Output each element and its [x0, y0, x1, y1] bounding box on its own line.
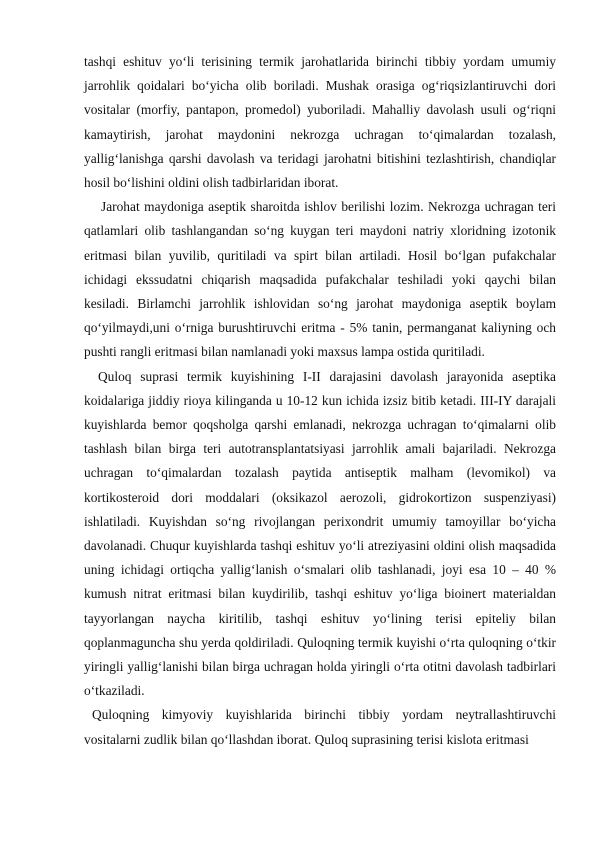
paragraph-1: tashqi eshituv yo‘li terisining termik jarohatlarida birinchi tibbiy yordam umumiy jarrohlik qoidalari bo‘yicha olib boriladi. Mushak orasiga og‘riqsizlantiruvchi dori vositalar (morfiy, pantapon, promedol) yuboriladi. Mahalliy davolash usuli og‘riqni kamaytirish, jarohat maydonini nekrozga uchragan to‘qimalardan tozalash, yallig‘lanishga qarshi davolash va teridagi jarohatni bitishini tezlashtirish, chandiqlar hosil bo‘lishini oldini olish tadbirlaridan iborat. [84, 54, 556, 191]
document-page [84, 50, 556, 752]
paragraph-4: Quloqning kimyoviy kuyishlarida birinchi tibbiy yordam neytrallashtiruvchi vositalarni zudlik bilan qo‘llashdan iborat. Quloq suprasining terisi kislota eritmasi [84, 707, 556, 747]
paragraph-3: Quloq suprasi termik kuyishining I-II darajasini davolash jarayonida aseptika koidalariga jiddiy rioya kilinganda u 10-12 kun ichida izsiz bitib ketadi. III-IY darajali kuyishlarda bemor qoqsholga qarshi emlanadi, nekrozga uchragan to‘qimalarni olib tashlash bilan birga teri autotransplantatsiyasi jarrohlik amali bajariladi. Nekrozga uchragan to‘qimalardan tozalash paytida antiseptik malham (levomikol) va kortikosteroid dori moddalari (oksikazol aerozoli, gidrokortizon suspenziyasi) ishlatiladi. Kuyishdan so‘ng rivojlangan perixondrit umumiy tamoyillar bo‘yicha davolanadi. Chuqur kuyishlarda tashqi eshituv yo‘li atreziyasini oldini olish maqsadida uning ichidagi ortiqcha yallig‘lanish o‘smalari olib tashlanadi, joyi esa 10 – 40 % kumush nitrat eritmasi bilan kuydirilib, tashqi eshituv yo‘liga bioinert materialdan tayyorlangan naycha kiritilib, tashqi eshituv yo‘lining terisi epiteliy bilan qoplanmaguncha shu yerda qoldiriladi. Quloqning termik kuyishi o‘rta quloqning o‘tkir yiringli yallig‘lanishi bilan birga uchragan holda yiringli o‘rta otitni davolash tadbirlari o‘tkaziladi. [84, 368, 556, 699]
paragraph-2: Jarohat maydoniga aseptik sharoitda ishlov berilishi lozim. Nekrozga uchragan teri qatlamlari olib tashlangandan so‘ng kuygan teri maydoni natriy xloridning izotonik eritmasi bilan yuvilib, quritiladi va spirt bilan artiladi. Hosil bo‘lgan pufakchalar ichidagi ekssudatni chiqarish maqsadida pufakchalar teshiladi yoki qaychi bilan kesiladi. Birlamchi jarrohlik ishlovidan so‘ng jarohat maydoniga aseptik boylam qo‘yilmaydi,uni o‘rniga burushtiruvchi eritma - 5% tanin, permanganat kaliyning och pushti rangli eritmasi bilan namlanadi yoki maxsus lampa ostida quritiladi. [84, 199, 556, 360]
